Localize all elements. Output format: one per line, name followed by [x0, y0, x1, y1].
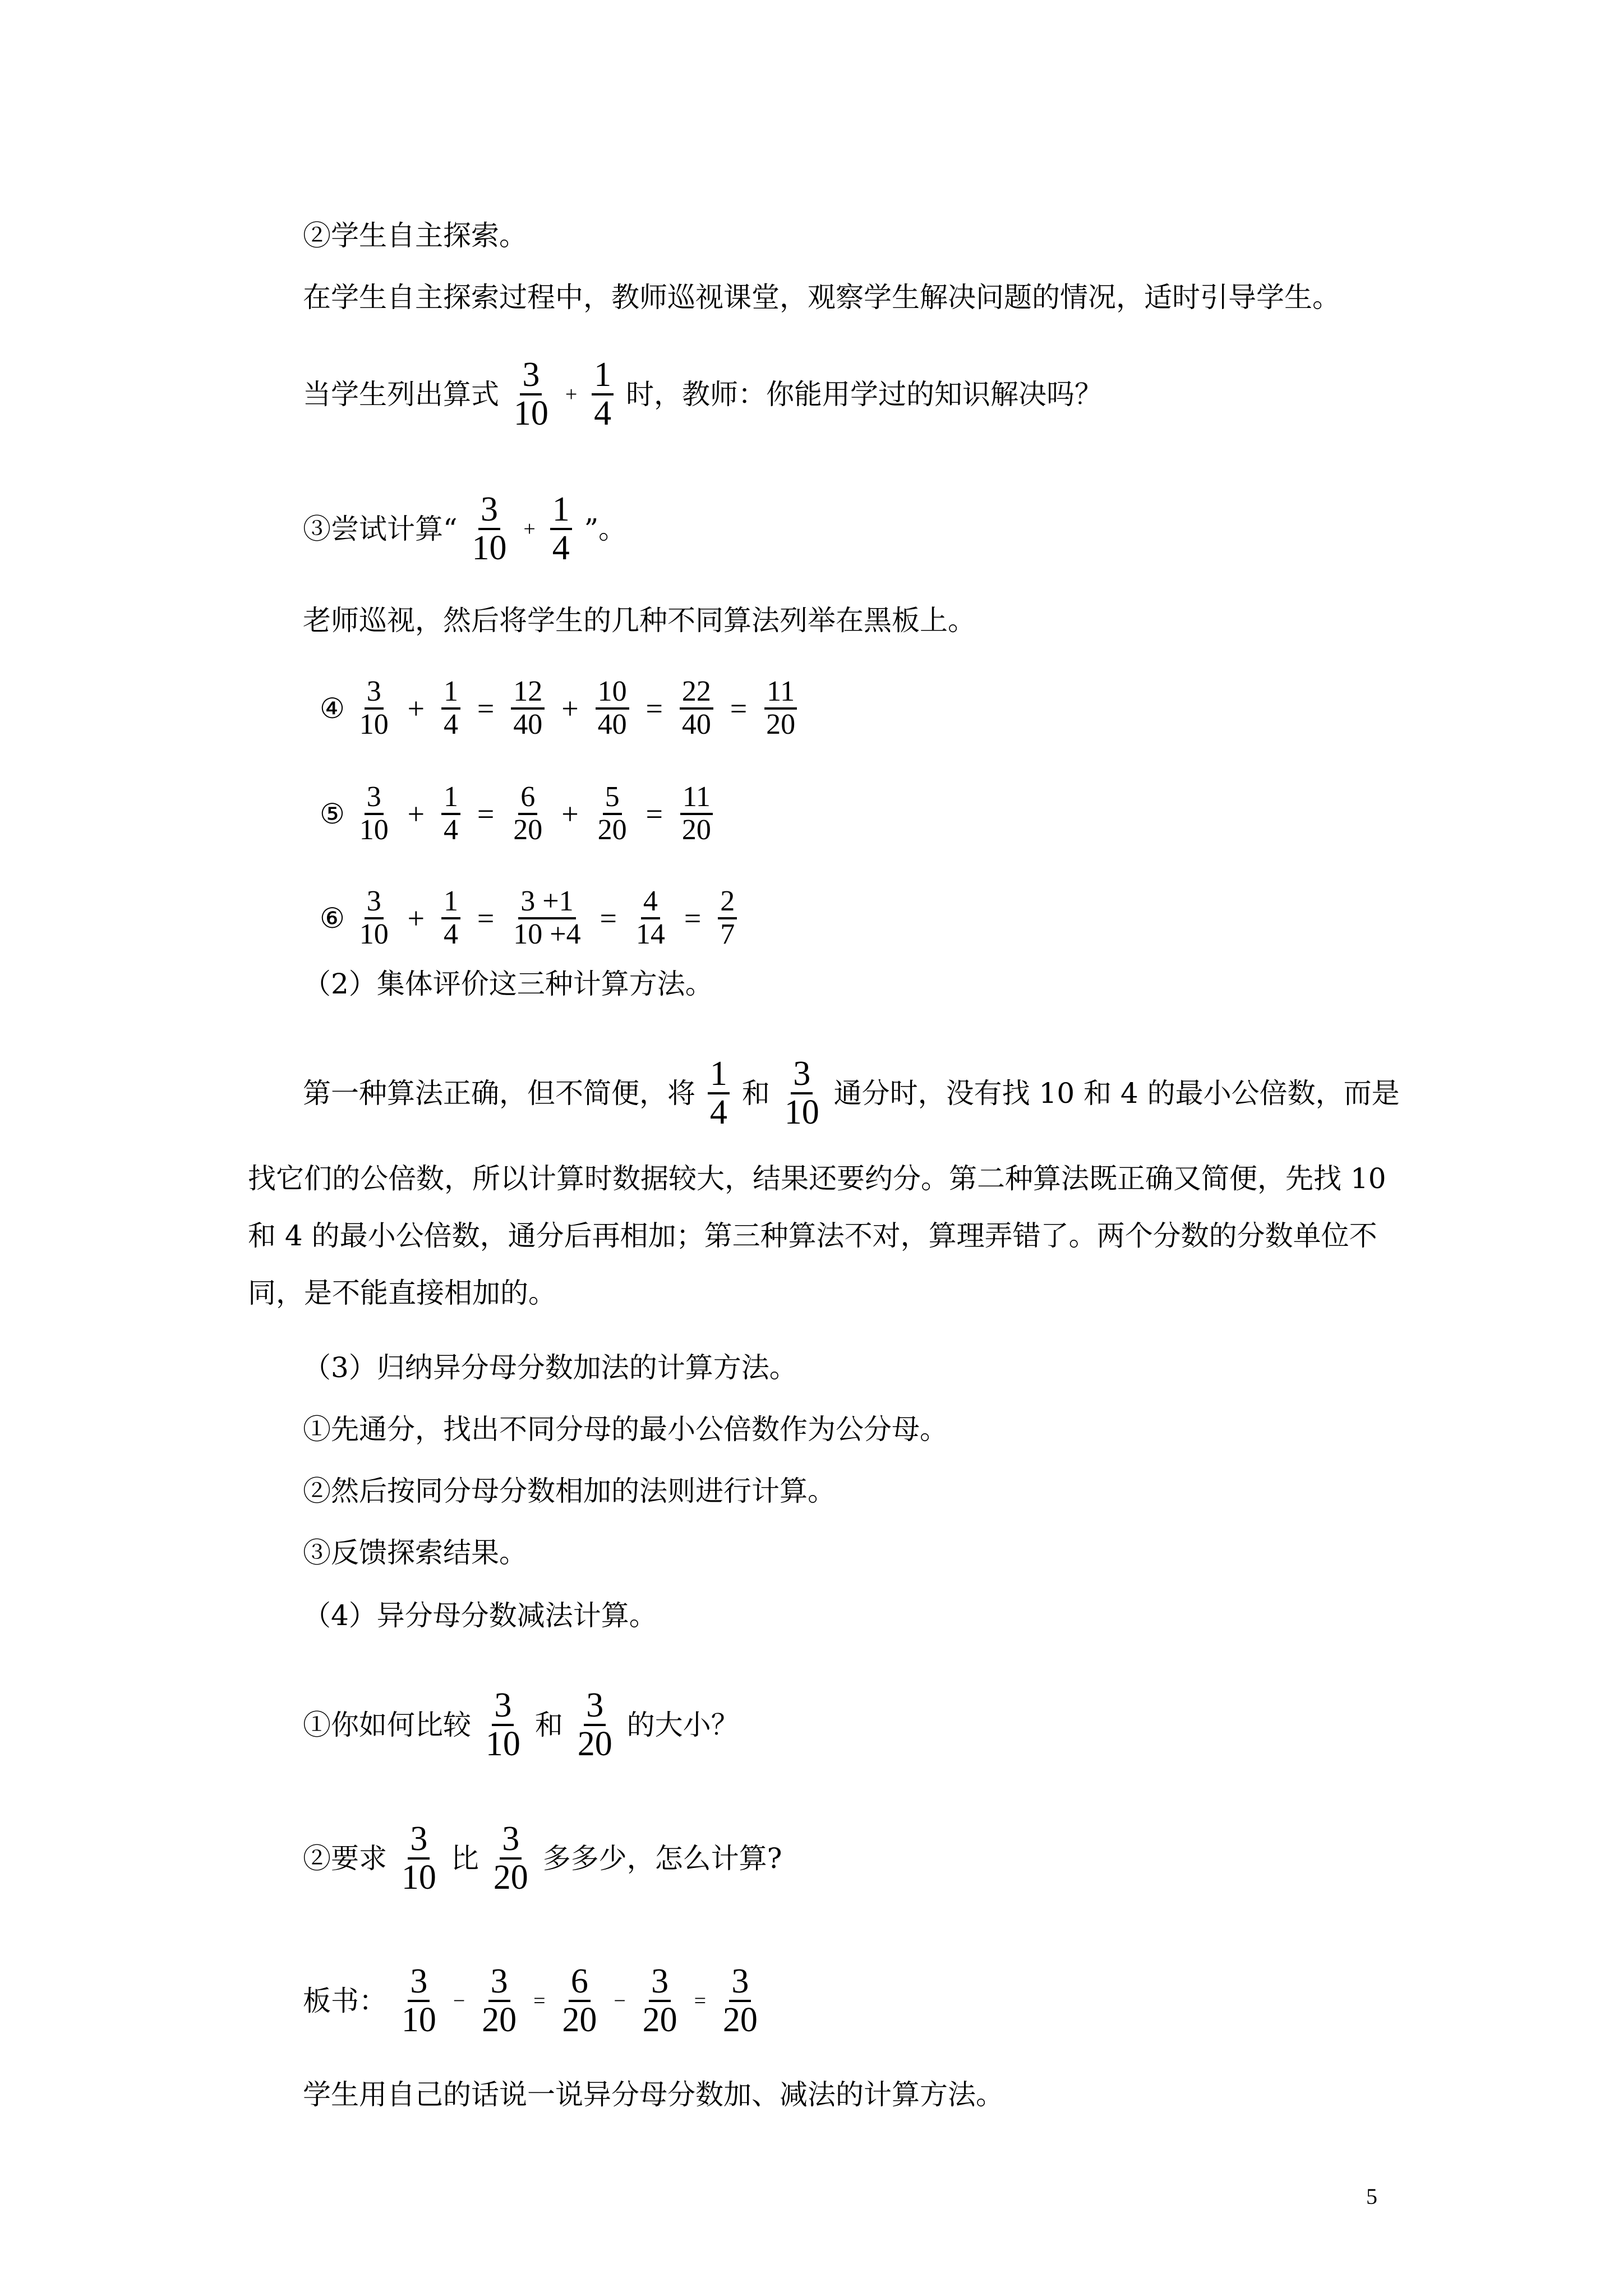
equals-sign: = [645, 691, 663, 725]
line-how-much-more [303, 1821, 782, 1896]
line-text: ③反馈探索结果。 [303, 1536, 527, 1569]
fraction: $\frac{4}{14}$ [635, 885, 665, 950]
fraction: $\frac{1}{4}$ [441, 782, 460, 845]
paragraph-teacher-patrol [303, 278, 1340, 314]
step-add-same-denominator [303, 1472, 836, 1508]
fraction: $\frac{2}{7}$ [718, 886, 737, 950]
fraction: $\frac{1}{4}$ [550, 491, 572, 567]
line-text: 老师巡视，然后将学生的几种不同算法列举在黑板上。 [303, 604, 976, 637]
line-text: 比 [450, 1842, 479, 1875]
line-text: （4）异分母分数减法计算。 [303, 1599, 657, 1632]
fraction: $\frac{5}{20}$ [597, 781, 627, 846]
line-student-formula [303, 357, 1103, 432]
fraction: $\frac{3}{20}$ [493, 1820, 528, 1897]
line-text: ②要求 [303, 1842, 387, 1875]
fraction: $\frac{1}{4}$ [441, 677, 460, 740]
line-text: （3）归纳异分母分数加法的计算方法。 [303, 1351, 797, 1384]
heading-summarize-addition [303, 1349, 797, 1384]
line-student-summary [303, 2076, 1004, 2111]
fraction: $\frac{3}{10}$ [784, 1055, 819, 1132]
step-feedback [303, 1534, 527, 1570]
fraction: $\frac{3}{10}$ [359, 781, 389, 846]
heading-self-exploration [303, 217, 527, 252]
fraction: $\frac{3}{10}$ [513, 356, 548, 433]
line-text: 和 [534, 1709, 563, 1742]
paragraph-text: 找它们的公倍数，所以计算时数据较大，结果还要约分。第二种算法既正确又简便，先找 10 和 4 的最小公倍数，通分后再相加；第三种算法不对，算理弄错了。两个分数的分数单位不同，是不能直接相加的。 [248, 1162, 1386, 1309]
equals-sign: = [533, 1989, 546, 2013]
method-marker: ⑥ [320, 901, 345, 935]
plus-sign: + [561, 691, 579, 725]
line-text: 多多少，怎么计算? [542, 1842, 782, 1875]
line-board-writing [303, 1963, 763, 2039]
paragraph-method-comparison [248, 1150, 1392, 1322]
line-text: 通分时，没有找 10 和 4 的最小公倍数，而是 [833, 1077, 1400, 1110]
minus-sign: − [614, 1989, 626, 2013]
line-text: （2）集体评价这三种计算方法。 [303, 968, 713, 1000]
equals-sign: = [477, 691, 495, 725]
plus-sign: + [565, 383, 578, 407]
line-text: 第一种算法正确，但不简便，将 [303, 1077, 695, 1110]
line-text: 和 [741, 1077, 770, 1110]
fraction: $\frac{3}{20}$ [482, 1962, 517, 2040]
equation-method-5 [320, 782, 717, 845]
step-find-common-denominator [303, 1410, 948, 1446]
line-text: 学生用自己的话说一说异分母分数加、减法的计算方法。 [303, 2078, 1004, 2111]
equals-sign: = [600, 901, 617, 935]
fraction: $\frac{22}{40}$ [680, 677, 713, 740]
line-text: ①你如何比较 [303, 1709, 471, 1742]
line-text: ”。 [584, 513, 627, 546]
fraction: $\frac{3 +1}{10 +4}$ [513, 885, 581, 950]
fraction: $\frac{10}{40}$ [596, 677, 629, 740]
line-first-method-analysis [303, 1056, 1400, 1131]
fraction: $\frac{1}{4}$ [441, 886, 460, 950]
equals-sign: = [694, 1989, 706, 2013]
fraction: $\frac{1}{4}$ [708, 1056, 730, 1131]
line-text: 在学生自主探索过程中，教师巡视课堂，观察学生解决问题的情况，适时引导学生。 [303, 281, 1340, 314]
line-compare-fractions [303, 1687, 739, 1763]
plus-sign: + [407, 901, 425, 935]
minus-sign: − [453, 1989, 465, 2013]
equals-sign: = [477, 797, 495, 831]
fraction: $\frac{3}{20}$ [722, 1962, 758, 2040]
fraction: $\frac{6}{20}$ [562, 1962, 597, 2040]
fraction: $\frac{1}{4}$ [592, 357, 614, 432]
page-number: 5 [1366, 2184, 1377, 2209]
heading-subtraction [303, 1596, 657, 1632]
equals-sign: = [684, 901, 702, 935]
equation-method-4 [320, 677, 801, 740]
fraction: $\frac{3}{10}$ [401, 1962, 436, 2040]
fraction: $\frac{3}{10}$ [485, 1686, 520, 1764]
plus-sign: + [523, 517, 536, 541]
fraction: $\frac{11}{20}$ [764, 677, 797, 740]
line-text: ①先通分，找出不同分母的最小公倍数作为公分母。 [303, 1413, 948, 1446]
line-text: 时，教师：你能用学过的知识解决吗？ [626, 378, 1103, 411]
fraction: $\frac{3}{10}$ [472, 490, 507, 568]
fraction: $\frac{3}{10}$ [401, 1820, 436, 1897]
plus-sign: + [407, 691, 425, 725]
method-marker: ⑤ [320, 797, 345, 830]
fraction: $\frac{3}{20}$ [577, 1686, 612, 1764]
equals-sign: = [730, 691, 748, 725]
line-teacher-lists-methods [303, 601, 976, 637]
line-text: ③尝试计算“ [303, 513, 458, 546]
line-text: ②然后按同分母分数相加的法则进行计算。 [303, 1475, 836, 1507]
equation-method-6 [320, 886, 740, 950]
plus-sign: + [561, 797, 579, 831]
line-text: 的大小？ [626, 1709, 739, 1742]
fraction: $\frac{11}{20}$ [680, 782, 713, 845]
method-marker: ④ [320, 692, 345, 725]
fraction: $\frac{12}{40}$ [511, 677, 545, 740]
line-text: 板书： [303, 1985, 387, 2018]
fraction: $\frac{3}{10}$ [359, 885, 389, 950]
plus-sign: + [407, 797, 425, 831]
line-text: ②学生自主探索。 [303, 219, 527, 252]
equals-sign: = [477, 901, 495, 935]
heading-evaluate-methods [303, 965, 713, 1001]
fraction: $\frac{6}{20}$ [513, 781, 543, 846]
line-try-calculate [303, 491, 626, 567]
fraction: $\frac{3}{20}$ [642, 1962, 677, 2040]
equals-sign: = [645, 797, 663, 831]
fraction: $\frac{3}{10}$ [359, 675, 389, 740]
line-text: 当学生列出算式 [303, 378, 499, 411]
